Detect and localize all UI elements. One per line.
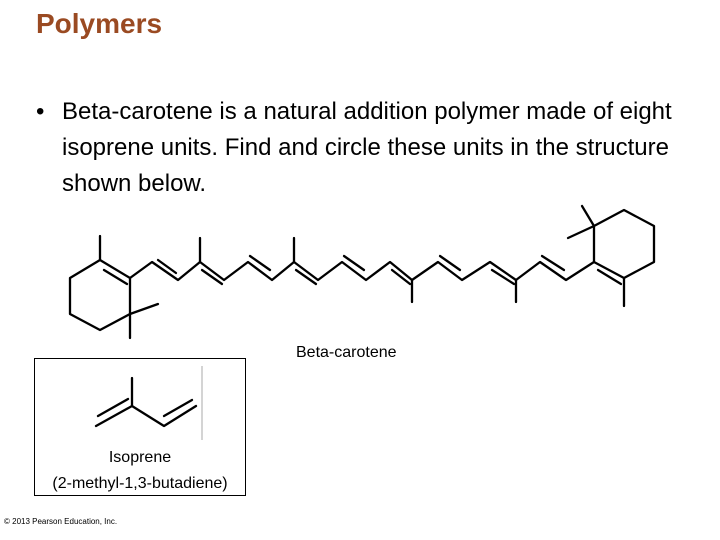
isoprene-caption: [34, 445, 246, 497]
bullet-text: Beta-carotene is a natural addition polymer made of eight isoprene units. Find and circle these units in the structure shown below.: [62, 98, 672, 197]
beta-carotene-label: Beta-carotene: [296, 344, 397, 361]
isoprene-iupac-name: (2-methyl-1,3-butadiene): [52, 475, 228, 492]
bullet-marker: •: [36, 98, 45, 125]
isoprene-name: Isoprene: [108, 449, 172, 466]
slide-title: Polymers: [36, 8, 163, 39]
copyright-notice: © 2013 Pearson Education, Inc.: [4, 517, 118, 526]
